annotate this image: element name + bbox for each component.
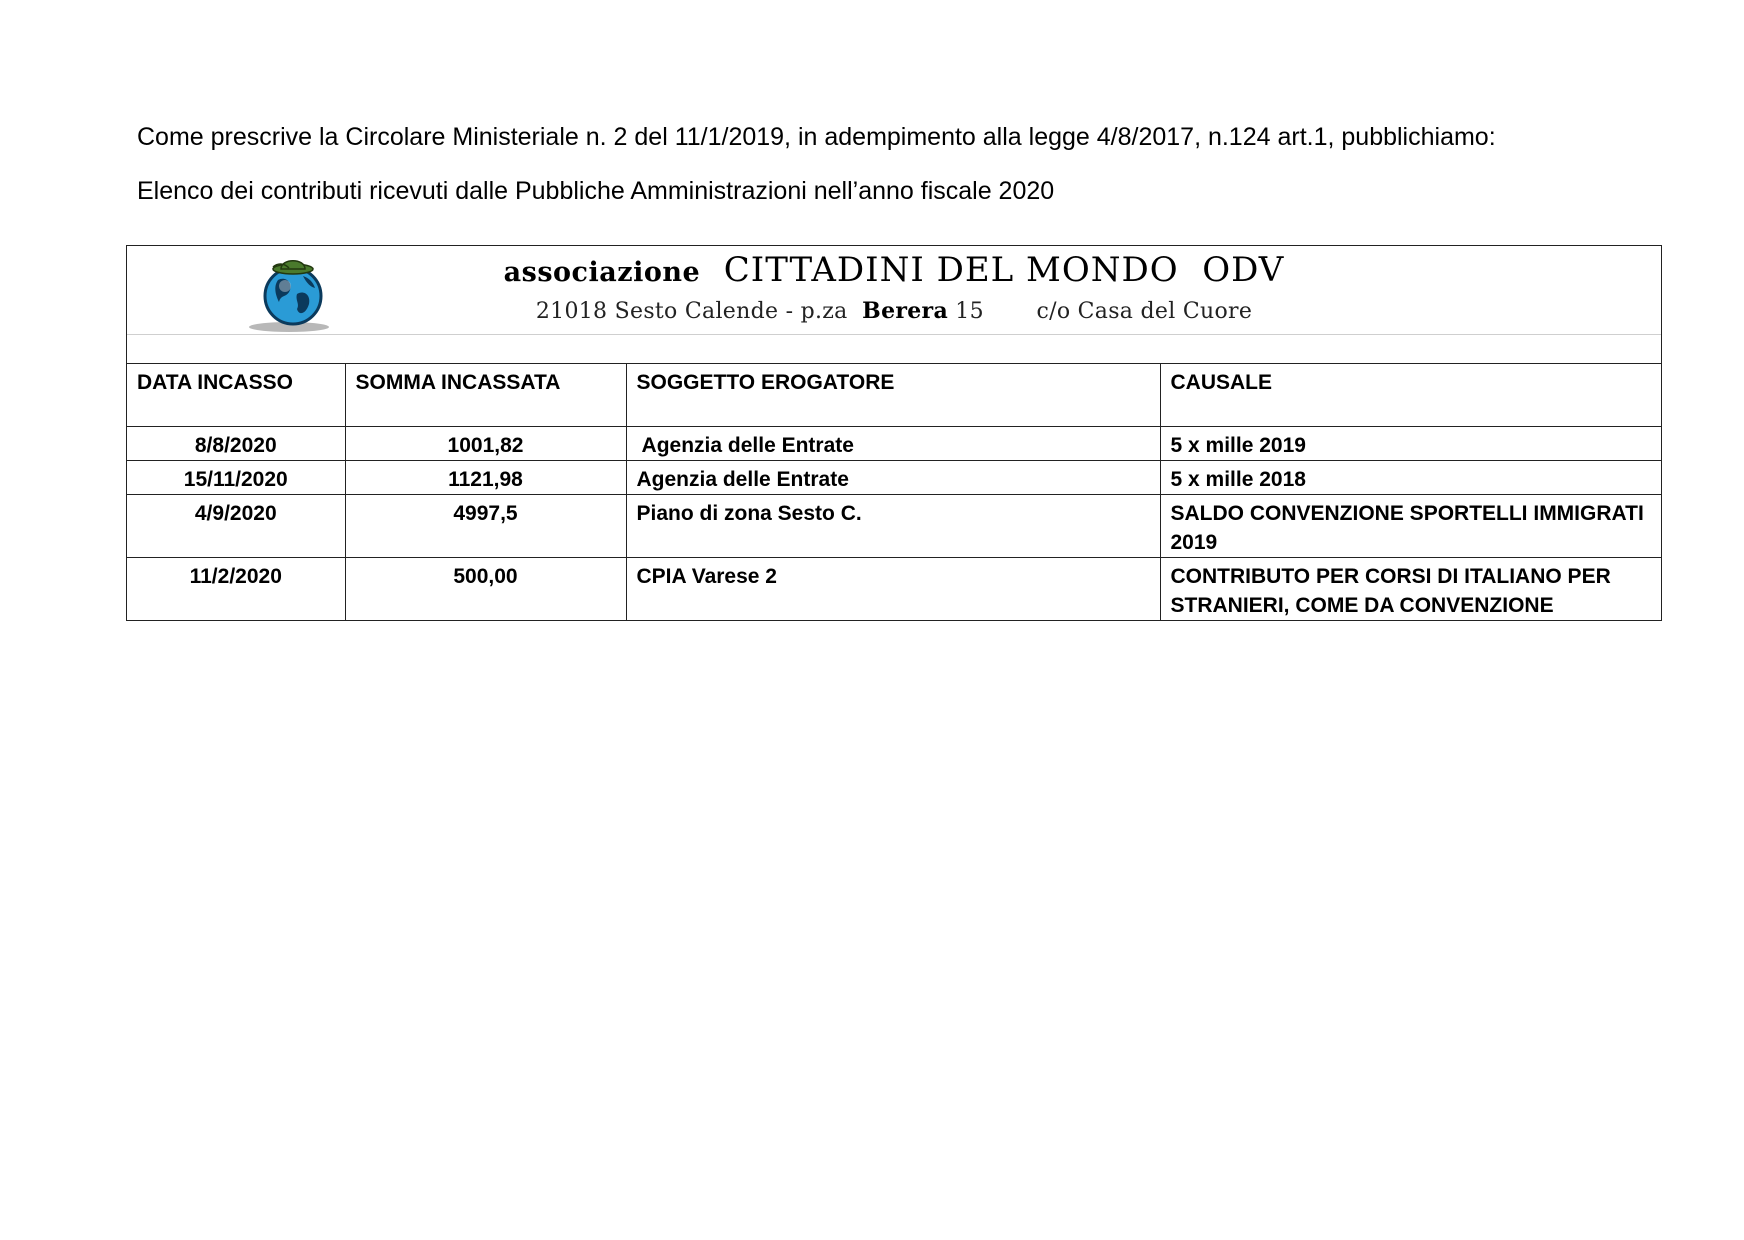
header-causale: CAUSALE	[1160, 364, 1661, 426]
table-row	[127, 460, 1661, 494]
cell-soggetto: Agenzia delle Entrate	[626, 426, 1160, 460]
cell-somma: 1121,98	[345, 460, 626, 494]
table-row	[127, 494, 1661, 557]
association-name	[127, 250, 1661, 290]
association-suffix: ODV	[1202, 250, 1285, 290]
spacer-row	[127, 335, 1661, 364]
cell-soggetto: Agenzia delle Entrate	[626, 460, 1160, 494]
intro-line-1: Come prescrive la Circolare Ministeriale n. 2 del 11/1/2019, in adempimento alla legge 4/8/2017, n.124 art.1, pubblichiamo:	[137, 123, 1496, 151]
cell-somma: 1001,82	[345, 426, 626, 460]
contributions-document-table	[126, 245, 1662, 621]
address-city: 21018 Sesto Calende - p.za	[535, 299, 848, 324]
table-header-row	[127, 364, 1661, 426]
header-data-incasso: DATA INCASSO	[127, 364, 345, 426]
table-row	[127, 426, 1661, 460]
cell-data: 8/8/2020	[127, 426, 345, 460]
cell-data: 11/2/2020	[127, 557, 345, 620]
cell-causale: 5 x mille 2018	[1160, 460, 1661, 494]
cell-data: 4/9/2020	[127, 494, 345, 557]
cell-soggetto: CPIA Varese 2	[626, 557, 1160, 620]
cell-causale: SALDO CONVENZIONE SPORTELLI IMMIGRATI 2019	[1160, 494, 1661, 557]
association-address	[127, 298, 1661, 324]
cell-soggetto: Piano di zona Sesto C.	[626, 494, 1160, 557]
contributions-table	[127, 364, 1661, 620]
header-soggetto-erogatore: SOGGETTO EROGATORE	[626, 364, 1160, 426]
association-title: CITTADINI DEL MONDO	[723, 250, 1179, 290]
cell-somma: 4997,5	[345, 494, 626, 557]
header-somma-incassata: SOMMA INCASSATA	[345, 364, 626, 426]
intro-line-2: Elenco dei contributi ricevuti dalle Pubbliche Amministrazioni nell’anno fiscale 2020	[137, 177, 1055, 205]
address-street: Berera	[862, 298, 948, 324]
address-care-of: c/o Casa del Cuore	[1036, 299, 1253, 324]
cell-somma: 500,00	[345, 557, 626, 620]
cell-data: 15/11/2020	[127, 460, 345, 494]
table-row	[127, 557, 1661, 620]
address-number: 15	[955, 299, 984, 324]
association-prefix: associazione	[503, 257, 701, 288]
letterhead	[127, 246, 1661, 335]
cell-causale: 5 x mille 2019	[1160, 426, 1661, 460]
cell-causale: CONTRIBUTO PER CORSI DI ITALIANO PER STRANIERI, COME DA CONVENZIONE	[1170, 564, 1611, 617]
